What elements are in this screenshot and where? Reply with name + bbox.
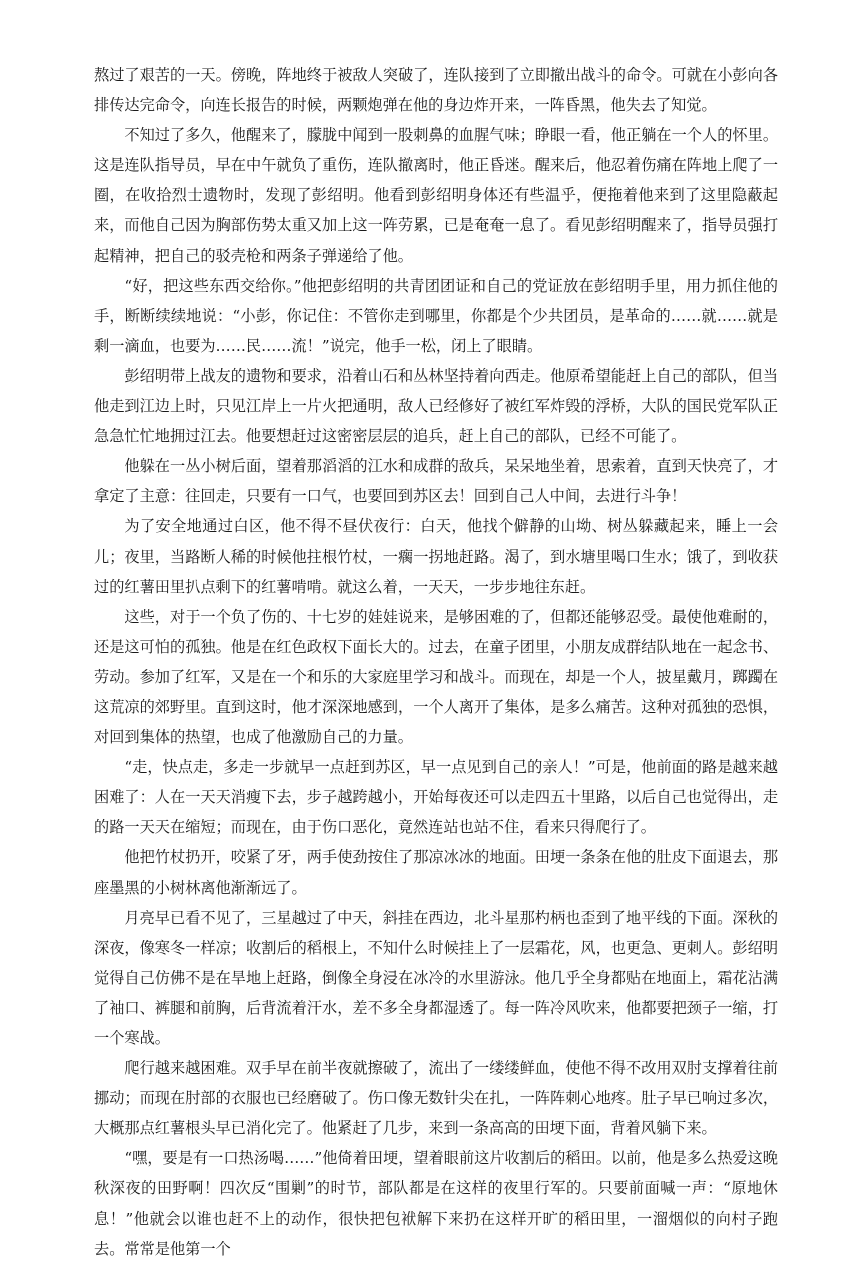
article-body bbox=[94, 60, 778, 1264]
paragraph-4: 彭绍明带上战友的遗物和要求，沿着山石和丛林坚持着向西走。他原希望能赶上自己的部队，但当他走到江边上时，只见江岸上一片火把通明，敌人已经修好了被红军炸毁的浮桥，大队的国民党军队正急急忙忙地拥过江去。他要想赶过这密密层层的追兵，赶上自己的部队，已经不可能了。 bbox=[94, 366, 778, 446]
paragraph-11: 爬行越来越困难。双手早在前半夜就擦破了，流出了一缕缕鲜血，使他不得不改用双肘支撑着往前挪动；而现在肘部的衣服也已经磨破了。伤口像无数针尖在扎，一阵阵刺心地疼。肚子早已响过多次，大概那点红薯根头早已消化完了。他紧赶了几步，来到一条高高的田埂下面，背着风躺下来。 bbox=[94, 1059, 778, 1138]
paragraph-6: 为了安全地通过白区，他不得不昼伏夜行：白天，他找个僻静的山坳、树丛躲藏起来，睡上一会儿；夜里，当路断人稀的时候他拄根竹杖，一瘸一拐地赶路。渴了，到水塘里喝口生水；饿了，到收获过的红薯田里扒点剩下的红薯啃啃。就这么着，一天天，一步步地往东赶。 bbox=[94, 517, 778, 596]
paragraph-12: “嘿，要是有一口热汤喝……”他倚着田埂，望着眼前这片收割后的稻田。以前，他是多么热爱这晚秋深夜的田野啊！四次反“围剿”的时节，部队都是在这样的夜里行军的。只要前面喊一声：“原地休息！”他就会以谁也赶不上的动作，很快把包袱解下来扔在这样开旷的稻田里，一溜烟似的向村子跑去。常常是他第一个 bbox=[94, 1149, 778, 1258]
paragraph-10: 月亮早已看不见了，三星越过了中天，斜挂在西边，北斗星那杓柄也歪到了地平线的下面。深秋的深夜，像寒冬一样凉；收割后的稻根上，不知什么时候挂上了一层霜花，风，也更急、更刺人。彭绍明觉得自己仿佛不是在旱地上赶路，倒像全身浸在冰冷的水里游泳。他几乎全身都贴在地面上，霜花沾满了袖口、裤腿和前胸，后背流着汗水，差不多全身都湿透了。每一阵冷风吹来，他都要把颈子一缩，打一个寒战。 bbox=[94, 908, 778, 1047]
paragraph-7: 这些，对于一个负了伤的、十七岁的娃娃说来，是够困难的了，但都还能够忍受。最使他难耐的，还是这可怕的孤独。他是在红色政权下面长大的。过去，在童子团里，小朋友成群结队地在一起念书、劳动。参加了红军，又是在一个和乐的大家庭里学习和战斗。而现在，却是一个人，披星戴月，踯躅在这荒凉的郊野里。直到这时，他才深深地感到，一个人离开了集体，是多么痛苦。这种对孤独的恐惧，对回到集体的热望，也成了他激励自己的力量。 bbox=[94, 607, 778, 747]
paragraph-2: 不知过了多久，他醒来了，朦胧中闻到一股刺鼻的血腥气味；睁眼一看，他正躺在一个人的怀里。这是连队指导员，早在中午就负了重伤，连队撤离时，他正昏迷。醒来后，他忍着伤痛在阵地上爬了一圈，在收拾烈士遗物时，发现了彭绍明。他看到彭绍明身体还有些温乎，便拖着他来到了这里隐蔽起来，而他自己因为胸部伤势太重又加上这一阵劳累，已是奄奄一息了。看见彭绍明醒来了，指导员强打起精神，把自己的驳壳枪和两条子弹递给了他。 bbox=[94, 126, 778, 265]
paragraph-3: “好，把这些东西交给你。”他把彭绍明的共青团团证和自己的党证放在彭绍明手里，用力抓住他的手，断断续续地说：“小彭，你记住：不管你走到哪里，你都是个少共团员，是革命的……就……就是剩一滴血，也要为……民……流！”说完，他手一松，闭上了眼睛。 bbox=[94, 276, 778, 355]
paragraph-5: 他躲在一丛小树后面，望着那滔滔的江水和成群的敌兵，呆呆地坐着，思索着，直到天快亮了，才拿定了主意：往回走，只要有一口气，也要回到苏区去！回到自己人中间，去进行斗争！ bbox=[94, 457, 778, 506]
paragraph-8: “走，快点走，多走一步就早一点赶到苏区，早一点见到自己的亲人！”可是，他前面的路是越来越困难了：人在一天天消瘦下去，步子越跨越小，开始每夜还可以走四五十里路，以后自己也觉得出，走的路一天天在缩短；而现在，由于伤口恶化，竟然连站也站不住，看来只得爬行了。 bbox=[94, 758, 778, 837]
paragraph-9: 他把竹杖扔开，咬紧了牙，两手使劲按住了那凉冰冰的地面。田埂一条条在他的肚皮下面退去，那座墨黑的小树林离他渐渐远了。 bbox=[94, 848, 778, 897]
paragraph-1: 熬过了艰苦的一天。傍晚，阵地终于被敌人突破了，连队接到了立即撤出战斗的命令。可就在小彭向各排传达完命令，向连长报告的时候，两颗炮弹在他的身边炸开来，一阵昏黑，他失去了知觉。 bbox=[94, 66, 778, 115]
